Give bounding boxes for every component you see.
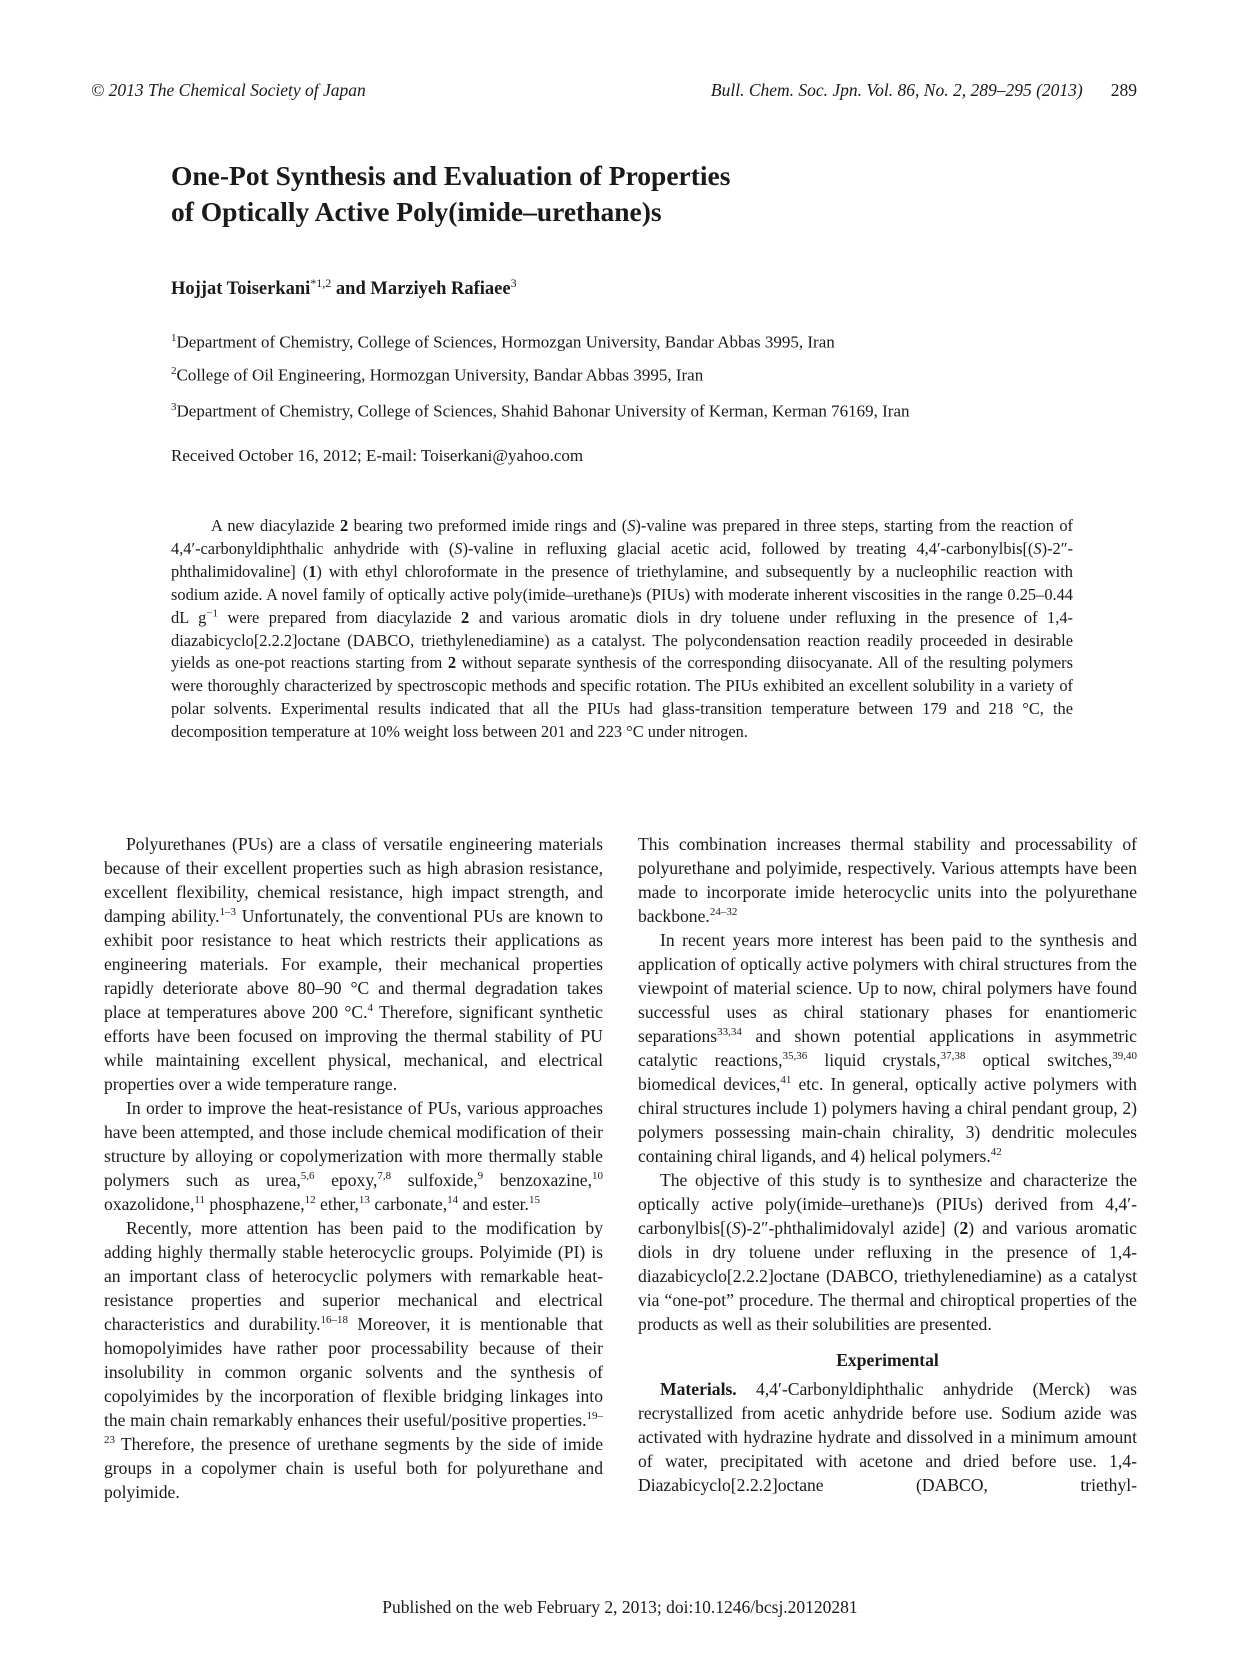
body-paragraph <box>638 832 1137 928</box>
italic-text: S <box>454 538 463 558</box>
text-run: Therefore, the presence of urethane segments by the side of imide groups in a copolymer chain is useful both for polyurethane and polyimide. <box>104 1434 603 1502</box>
citation-superscript: 35,36 <box>782 1050 808 1063</box>
italic-text: S <box>627 516 636 535</box>
body-paragraph <box>638 1168 1137 1336</box>
text-run: In recent years more interest has been paid to the synthesis and application of optically active polymers with chiral structures from the viewpoint of material science. Up to now, chiral polymers have found successful uses as chiral stationary phases for enantiomeric separations <box>638 930 1137 1046</box>
citation-superscript: 13 <box>358 1194 370 1207</box>
citation-superscript: 15 <box>528 1194 540 1207</box>
citation-superscript: −1 <box>206 607 218 620</box>
text-run: Therefore, significant synthetic efforts have been focused on improving the thermal stability of PU while maintaining excellent physical, mechanical, and electrical properties over a wide temperature range. <box>104 1002 603 1094</box>
affiliation-marker: 3 <box>171 401 177 413</box>
citation-superscript: 16–18 <box>320 1314 349 1327</box>
text-run: and ester. <box>458 1194 529 1214</box>
text-run: Polyurethanes (PUs) are a class of versatile engineering materials because of their excellent properties such as high abrasion resistance, excellent flexibility, chemical resistance, high impact strength, and damping ability. <box>104 834 603 926</box>
author-list <box>171 276 517 300</box>
bold-text: Materials. <box>660 1379 737 1399</box>
affiliation <box>171 332 835 353</box>
text-run: sulfoxide, <box>391 1170 478 1190</box>
text-run: Moreover, it is mentionable that homopolyimides have rather poor processability because of their insolubility in common organic solvents and the synthesis of copolyimides by the incorporation of flexible bridging linkages into the main chain remarkably enhances their useful/positive properties. <box>104 1314 603 1430</box>
affiliation <box>171 365 703 386</box>
author-affiliation-marker: *1,2 <box>310 276 332 290</box>
text-run: and shown potential applications in asymmetric catalytic reactions, <box>638 1026 1137 1070</box>
author-separator: and <box>331 279 371 300</box>
citation-superscript: 9 <box>477 1170 484 1183</box>
text-run: In order to improve the heat-resistance of PUs, various approaches have been attempted, and those include chemical modification of their structure by alloying or copolymerization with more thermally stable polymers such as urea, <box>104 1098 603 1190</box>
citation-superscript: 7,8 <box>377 1170 392 1183</box>
text-run: optical switches, <box>965 1050 1113 1070</box>
citation-superscript: 24–32 <box>709 906 738 919</box>
author-affiliation-marker: 3 <box>510 276 517 290</box>
text-run: without separate synthesis of the corresponding diisocyanate. All of the resulting polymers were thoroughly characterized by spectroscopic methods and specific rotation. The PIUs exhibited an excellent solubility in a variety of polar solvents. Experimental results indicated that all the PIUs had glass-transition temperature between 179 and 218 °C, the decomposition temperature at 10% weight loss between 201 and 223 °C under nitrogen. <box>171 653 1073 742</box>
text-run: biomedical devices, <box>638 1074 781 1094</box>
italic-text: S <box>731 1218 741 1238</box>
citation-superscript: 14 <box>447 1194 459 1207</box>
abstract <box>171 515 1073 744</box>
text-run: were prepared from diacylazide <box>218 607 462 627</box>
text-run: carbonate, <box>369 1194 448 1214</box>
publication-footer: Published on the web February 2, 2013; doi:10.1246/bcsj.20120281 <box>382 1597 858 1617</box>
text-run: A new diacylazide <box>211 516 341 535</box>
text-run: phosphazene, <box>204 1194 305 1214</box>
citation-superscript: 5,6 <box>300 1170 315 1183</box>
bold-text: 2 <box>461 607 470 627</box>
text-run: ) and various aromatic diols in dry toluene under refluxing in the presence of 1,4-diazabicyclo[2.2.2]octane (DABCO, triethylenediamine) as a catalyst via “one-pot” procedure. The thermal and chiroptical properties of the products as well as their solubilities are presented. <box>638 1218 1137 1334</box>
citation-superscript: 39,40 <box>1112 1050 1137 1063</box>
citation-superscript: 33,34 <box>717 1026 742 1039</box>
text-run: This combination increases thermal stability and processability of polyurethane and polyimide, respectively. Various attempts have been made to incorporate imide heterocyclic units into the polyurethane backbone. <box>638 834 1137 926</box>
text-run: ) with ethyl chloroformate in the presence of triethylamine, and subsequently by a nucleophilic reaction with sodium azide. A novel family of optically active poly(imide–urethane)s (PIUs) with moderate inherent viscosities in the range 0.25–0.44 dL g <box>171 561 1073 627</box>
paper-title <box>171 158 730 230</box>
affiliation-text: College of Oil Engineering, Hormozgan University, Bandar Abbas 3995, Iran <box>176 365 704 385</box>
author-name: Hojjat Toiserkani <box>171 279 311 300</box>
body-paragraph <box>638 928 1137 1168</box>
text-run: Recently, more attention has been paid to the modification by adding highly thermally stable heterocyclic groups. Polyimide (PI) is an important class of heterocyclic polymers with remarkable heat-resistance properties and superior mechanical and electrical characteristics and durability. <box>104 1218 603 1334</box>
text-run: )-valine was prepared in three steps, starting from the reaction of 4,4′-carbonyldiphthalic anhydride with ( <box>171 516 1073 558</box>
text-run: bearing two preformed imide rings and ( <box>348 516 628 535</box>
title-line-2: of Optically Active Poly(imide–urethane)s <box>171 196 662 227</box>
bold-text: 2 <box>447 653 457 673</box>
body-paragraph <box>104 1216 603 1504</box>
citation-superscript: 42 <box>990 1146 1002 1159</box>
citation-superscript: 4 <box>367 1002 374 1015</box>
journal-citation <box>0 80 1240 101</box>
bold-text: 2 <box>340 516 349 535</box>
right-column <box>638 832 1137 1497</box>
text-run: )-2″-phthalimidovaline] ( <box>171 538 1074 581</box>
body-paragraph <box>104 1096 603 1216</box>
text-run: oxazolidone, <box>104 1194 195 1214</box>
affiliation-marker: 2 <box>171 365 177 377</box>
affiliation-marker: 1 <box>171 332 177 344</box>
page-number: 289 <box>1110 80 1137 100</box>
received-and-email: Received October 16, 2012; E-mail: Toiserkani@yahoo.com <box>171 446 584 465</box>
text-run: )-2″-phthalimidovalyl azide] ( <box>740 1218 960 1238</box>
citation-superscript: 19–23 <box>104 1410 603 1447</box>
affiliation-text: Department of Chemistry, College of Sciences, Shahid Bahonar University of Kerman, Kerman 76169, Iran <box>176 401 910 421</box>
bold-text: 1 <box>308 561 317 581</box>
text-run: epoxy, <box>314 1170 378 1190</box>
affiliation <box>171 401 910 422</box>
author-name: Marziyeh Rafiaee <box>370 279 511 300</box>
text-run: benzoxazine, <box>483 1170 593 1190</box>
body-paragraph <box>104 832 603 1096</box>
text-run: Unfortunately, the conventional PUs are known to exhibit poor resistance to heat which restricts their applications as engineering materials. For example, their mechanical properties rapidly deteriorate above 80–90 °C and thermal degradation takes place at temperatures above 200 °C. <box>104 906 603 1022</box>
bold-text: 2 <box>959 1218 969 1238</box>
italic-text: S <box>1033 538 1042 558</box>
text-run: The objective of this study is to synthesize and characterize the optically active poly(imide–urethane)s (PIUs) derived from 4,4′-carbonylbis[( <box>638 1170 1137 1238</box>
citation-superscript: 12 <box>304 1194 316 1207</box>
citation-superscript: 37,38 <box>940 1050 966 1063</box>
copyright-notice: © 2013 The Chemical Society of Japan <box>91 80 366 100</box>
citation-superscript: 11 <box>194 1194 205 1207</box>
text-run: 4,4′-Carbonyldiphthalic anhydride (Merck) was recrystallized from acetic anhydride before use. Sodium azide was activated with hydrazine hydrate and dissolved in a minimum amount of water, precipitated with acetone and dried before use. 1,4-Diazabicyclo[2.2.2]octane (DABCO, triethyl- <box>638 1379 1137 1495</box>
section-heading-experimental: Experimental <box>836 1350 939 1370</box>
citation-superscript: 41 <box>780 1074 792 1087</box>
materials-paragraph <box>638 1377 1137 1497</box>
text-run: and various aromatic diols in dry toluene under refluxing in the presence of 1,4-diazabicyclo[2.2.2]octane (DABCO, triethylenediamine) as a catalyst. The polycondensation reaction readily proceeded in desirable yields as one-pot reactions starting from <box>171 607 1073 673</box>
left-column <box>104 832 603 1504</box>
journal-reference: Bull. Chem. Soc. Jpn. Vol. 86, No. 2, 289–295 (2013) <box>710 80 1083 100</box>
text-run: )-valine in refluxing glacial acetic acid, followed by treating 4,4′-carbonylbis[( <box>462 538 1034 558</box>
text-run: etc. In general, optically active polymers with chiral structures include 1) polymers having a chiral pendant group, 2) polymers possessing main-chain chirality, 3) dendritic molecules containing chiral ligands, and 4) helical polymers. <box>638 1074 1137 1166</box>
text-run: liquid crystals, <box>807 1050 941 1070</box>
text-run: ether, <box>315 1194 359 1214</box>
affiliation-text: Department of Chemistry, College of Sciences, Hormozgan University, Bandar Abbas 3995, Iran <box>176 332 835 352</box>
citation-superscript: 1–3 <box>219 906 237 919</box>
title-line-1: One-Pot Synthesis and Evaluation of Properties <box>171 160 731 191</box>
citation-superscript: 10 <box>592 1170 604 1183</box>
